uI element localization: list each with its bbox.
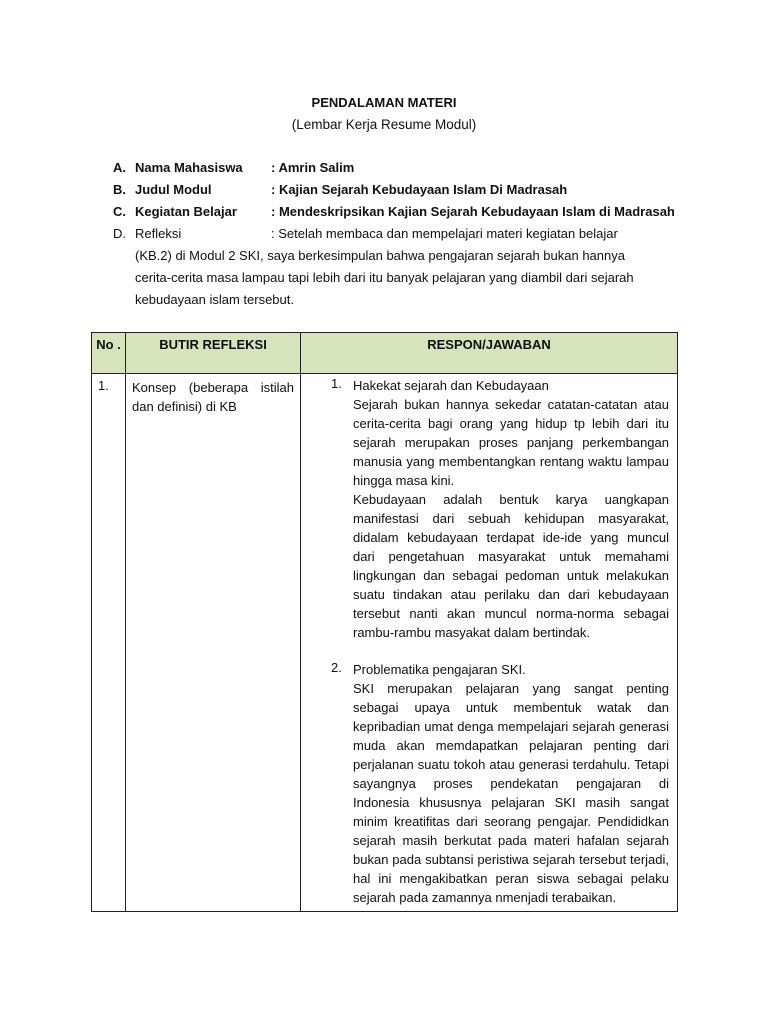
table-header-row — [92, 333, 678, 374]
info-label-nama: Nama Mahasiswa — [135, 160, 243, 175]
info-label-kegiatan: Kegiatan Belajar — [135, 204, 237, 219]
info-value-refleksi: : Setelah membaca dan mempelajari materi kegiatan belajar — [271, 226, 618, 241]
info-value-nama: : Amrin Salim — [271, 160, 355, 175]
header-butir: BUTIR REFLEKSI — [126, 333, 301, 374]
info-letter: B. — [113, 182, 126, 197]
page-title: PENDALAMAN MATERI — [311, 95, 457, 110]
item-number: 1. — [331, 376, 342, 391]
refleksi-line: (KB.2) di Modul 2 SKI, saya berkesimpulan bahwa pengajaran sejarah bukan hannya — [135, 248, 625, 263]
table-row — [92, 374, 678, 912]
info-value-kegiatan: : Mendeskripsikan Kajian Sejarah Kebudayaan Islam di Madrasah — [271, 204, 675, 219]
info-value-judul: : Kajian Sejarah Kebudayaan Islam Di Madrasah — [271, 182, 568, 197]
item-number: 2. — [331, 660, 342, 675]
item-heading: Problematika pengajaran SKI. — [353, 662, 526, 677]
page-subtitle: (Lembar Kerja Resume Modul) — [291, 117, 477, 132]
row-number: 1. — [92, 374, 126, 912]
item-heading: Hakekat sejarah dan Kebudayaan — [353, 378, 549, 393]
respon-item-1 — [331, 376, 669, 642]
header-respon: RESPON/JAWABAN — [301, 333, 678, 374]
header-no: No . — [92, 333, 126, 374]
item-paragraph: Kebudayaan adalah bentuk karya uangkapan manifestasi dari sebuah kehidupan masyarakat, didalam kebudayaan terdapat ide-ide yang muncul dari pengetahuan masyarakat untuk memahami lingkungan dan sebagai pedoman untuk melakukan suatu tindakan atau perilaku dan dari kebudayaan tersebut nanti akan muncul norma-norma sebagai rambu-rambu masyakat dalam bertindak. — [353, 492, 669, 640]
item-paragraph: Sejarah bukan hannya sekedar catatan-catatan atau cerita-cerita bagi orang yang hidup tp lebih dari itu sejarah merupakan proses panjang perkembangan manusia yang membentangkan rentang waktu lampau hingga masa kini. — [353, 397, 669, 488]
respon-item-2 — [331, 660, 669, 907]
respon-cell — [301, 374, 678, 912]
info-label-refleksi: Refleksi — [135, 226, 182, 241]
info-label-judul: Judul Modul — [135, 182, 212, 197]
refleksi-line: cerita-cerita masa lampau tapi lebih dari itu banyak pelajaran yang diambil dari sejarah — [135, 270, 634, 285]
butir-cell: Konsep (beberapa istilah dan definisi) di KB — [126, 374, 301, 912]
refleksi-line: kebudayaan islam tersebut. — [135, 292, 294, 307]
info-letter: C. — [113, 204, 126, 219]
item-paragraph: SKI merupakan pelajaran yang sangat penting sebagai upaya untuk membentuk watak dan kepribadian umat denga mempelajari sejarah generasi muda akan memdapatkan pelajaran penting dari perjalanan suatu tokoh atau generasi terdahulu. Tetapi sayangnya proses pendekatan pengajaran di Indonesia khususnya pelajaran SKI masih sangat minim kreatifitas dari seorang pengajar. Pendididkan sejarah masih berkutat pada materi hafalan sejarah bukan pada subtansi peristiwa sejarah tersebut terjadi, hal ini mengakibatkan peran siswa sebagai pelaku sejarah pada zamannya nmenjadi terabaikan. — [353, 681, 669, 905]
refleksi-paragraph — [135, 245, 675, 311]
reflection-table — [91, 332, 678, 912]
info-letter: A. — [113, 160, 126, 175]
info-letter: D. — [113, 226, 126, 241]
